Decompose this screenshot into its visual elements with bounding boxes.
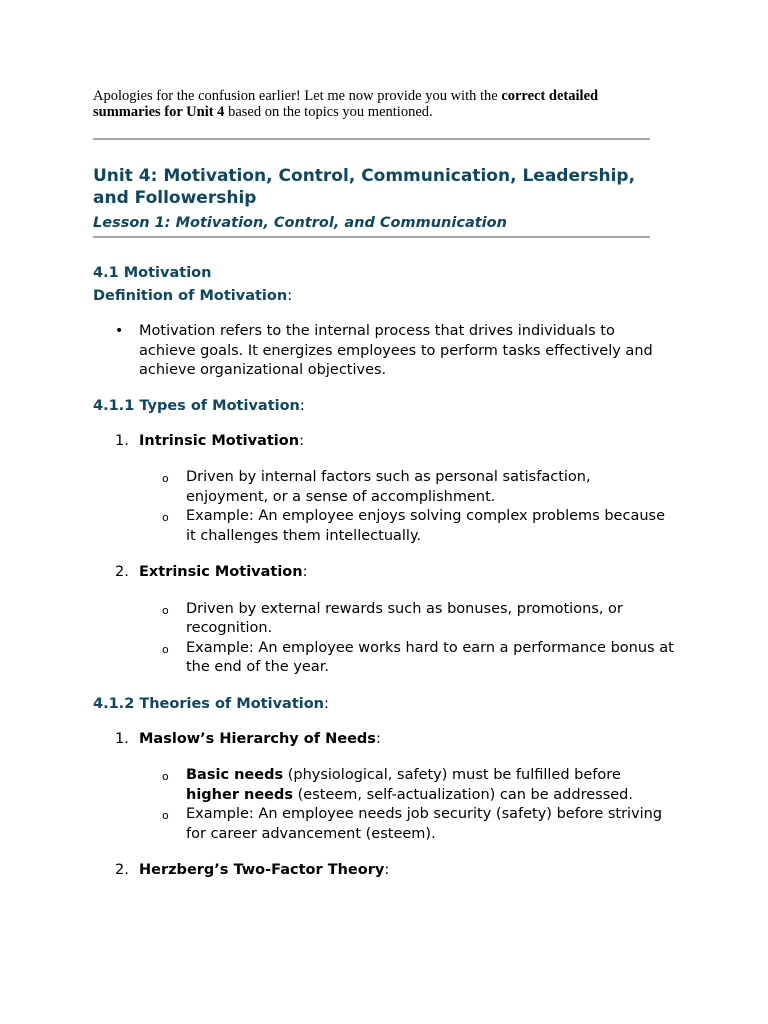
theories-heading-text: 4.1.2 Theories of Motivation [93, 695, 325, 712]
maslow-point [186, 766, 674, 805]
extrinsic-title: Extrinsic Motivation [139, 564, 303, 580]
intro-text-1: Apologies for the confusion earlier! Let me now provide you with the [93, 88, 502, 104]
bullet-icon: • [115, 323, 124, 339]
list-item-title [139, 861, 669, 881]
list-number: 1. [115, 730, 129, 747]
list-item [93, 766, 674, 805]
list-item [93, 639, 674, 678]
maslow-point-text-1: (physiological, safety) must be fulfilled before [283, 767, 621, 783]
intro-bold-text: correct detailed summaries for Unit 4 [93, 88, 599, 120]
colon: : [299, 397, 305, 414]
herzberg-title: Herzberg’s Two-Factor Theory [139, 862, 385, 878]
intrinsic-title: Intrinsic Motivation [139, 432, 300, 449]
theories-heading [93, 695, 673, 713]
list-number: 2. [115, 862, 129, 878]
intro-paragraph [93, 88, 653, 120]
definition-heading [93, 287, 673, 305]
circle-bullet-icon: o [162, 472, 169, 485]
list-item [93, 432, 669, 452]
circle-bullet-icon: o [162, 603, 169, 617]
unit-title: Unit 4: Motivation, Control, Communication, Leadership, and Followership [93, 166, 636, 208]
colon: : [302, 564, 308, 580]
intrinsic-point: Driven by internal factors such as personal satisfaction, enjoyment, or a sense of accomplishment. [186, 469, 591, 505]
circle-bullet-icon: o [162, 809, 169, 822]
list-item [93, 805, 674, 844]
colon: : [287, 288, 293, 304]
definition-text: Motivation refers to the internal process that drives individuals to achieve goals. It energizes employees to perform tasks effectively and achieve organizational objectives. [139, 323, 653, 378]
intrinsic-example: Example: An employee enjoys solving complex problems because it challenges them intellectually. [186, 508, 665, 544]
list-item-title [139, 432, 669, 452]
section-heading-motivation: 4.1 Motivation [93, 265, 212, 281]
intro-text-2: based on the topics you mentioned. [224, 104, 433, 120]
list-item [93, 322, 669, 381]
maslow-example: Example: An employee needs job security (safety) before striving for career advancement (esteem). [186, 806, 663, 842]
lesson-title: Lesson 1: Motivation, Control, and Communication [93, 215, 507, 231]
list-number: 2. [115, 564, 129, 580]
definition-heading-text: Definition of Motivation [93, 288, 288, 304]
list-item-title [139, 730, 669, 750]
extrinsic-example: Example: An employee works hard to earn a performance bonus at the end of the year. [186, 639, 674, 675]
colon: : [299, 432, 304, 449]
list-item [93, 861, 669, 881]
list-item-title [139, 563, 669, 583]
list-number: 1. [115, 432, 129, 449]
colon: : [375, 730, 381, 747]
circle-bullet-icon: o [162, 642, 169, 656]
maslow-point-text-2: (esteem, self-actualization) can be addressed. [293, 786, 633, 803]
types-heading [93, 397, 673, 415]
document-page [93, 88, 673, 881]
maslow-title: Maslow’s Hierarchy of Needs [139, 730, 376, 747]
list-item [93, 730, 669, 750]
basic-needs-text: Basic needs [186, 767, 284, 783]
extrinsic-point: Driven by external rewards such as bonuses, promotions, or recognition. [186, 600, 623, 636]
circle-bullet-icon: o [162, 770, 169, 783]
higher-needs-text: higher needs [186, 786, 294, 803]
types-heading-text: 4.1.1 Types of Motivation [93, 397, 300, 414]
colon: : [324, 695, 329, 712]
circle-bullet-icon: o [162, 511, 169, 524]
colon: : [384, 862, 390, 878]
list-item [93, 507, 674, 546]
list-item [93, 600, 674, 639]
list-item [93, 563, 669, 583]
list-item [93, 468, 674, 507]
